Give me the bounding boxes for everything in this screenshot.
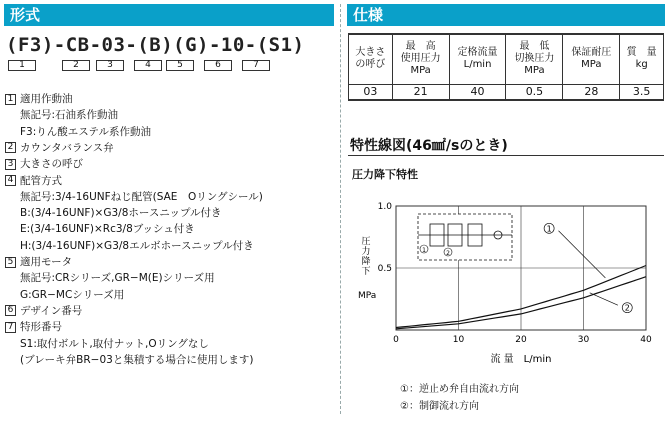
- spec-header-cell: 定格流量 L/min: [449, 34, 506, 84]
- curve-title: 特性線図(46㎟/sのとき): [350, 138, 508, 154]
- legend-option: G:GR−MCシリーズ用: [20, 288, 125, 301]
- x-tick-label: 20: [515, 335, 527, 345]
- index-box: 4: [5, 175, 16, 186]
- model-box-5: 5: [166, 60, 194, 71]
- y-axis-label-char: 圧: [361, 237, 371, 247]
- spec-table: [348, 33, 664, 101]
- model-box-4: 4: [134, 60, 162, 71]
- model-box-6: 6: [204, 60, 232, 71]
- index-box: 3: [5, 159, 16, 170]
- series-2-leader: [590, 293, 618, 305]
- index-box: 2: [5, 142, 16, 153]
- legend-option: E:(3/4-16UNF)×Rc3/8ブッシュ付き: [20, 223, 195, 236]
- series-1-leader: [559, 231, 606, 278]
- legend-option: 無記号:石油系作動油: [20, 109, 119, 122]
- spec-table-header: [349, 34, 664, 84]
- x-tick-label: 40: [640, 335, 652, 345]
- model-box-7: 7: [242, 60, 270, 71]
- legend-item-1: ①：逆止め弁自由流れ方向: [400, 384, 519, 395]
- model-code: (F3)-CB-03-(B)(G)-10-(S1): [6, 34, 305, 56]
- spec-header-cell: 最 低 切換圧力 MPa: [506, 34, 563, 84]
- legend-option: H:(3/4-16UNF)×G3/8エルボホースニップル付き: [20, 239, 254, 252]
- legend-heading: 5 適用モータ: [5, 255, 72, 269]
- legend-option: 無記号:3/4-16UNFねじ配管(SAE Oリングシール): [20, 190, 263, 203]
- pressure-drop-chart: [348, 190, 664, 372]
- x-tick-label: 30: [577, 335, 590, 345]
- valve-symbol-label-1: 1: [422, 247, 426, 254]
- legend-option: F3:りん酸エステル系作動油: [20, 125, 152, 138]
- legend-heading: 3 大きさの呼び: [5, 157, 83, 171]
- y-axis-label-char: 力: [361, 247, 371, 257]
- y-axis-label-char: 降: [361, 257, 371, 267]
- spec-value-cell: 21: [392, 84, 449, 100]
- spec-value-cell: 0.5: [506, 84, 563, 100]
- legend-option: (ブレーキ弁BR−03と集積する場合に使用します): [20, 353, 254, 366]
- spec-table-row: [349, 84, 664, 100]
- section-header-model: 形式: [4, 4, 334, 26]
- spec-header-cell: 大きさ の呼び: [349, 34, 393, 84]
- spec-header-cell: 最 高 使用圧力 MPa: [392, 34, 449, 84]
- series-1-label: 1: [546, 224, 552, 234]
- spec-header-cell: 保証耐圧 MPa: [563, 34, 620, 84]
- legend-heading: 6 デザイン番号: [5, 304, 82, 318]
- legend-heading: 1 適用作動油: [5, 92, 73, 106]
- spec-header-cell: 質 量 kg: [620, 34, 664, 84]
- valve-symbol-label-2: 2: [446, 250, 450, 257]
- y-tick-label: 1.0: [377, 202, 392, 212]
- y-tick-label: 0.5: [377, 264, 392, 274]
- x-axis-label: 流 量 L/min: [490, 354, 552, 365]
- index-box: 7: [5, 322, 16, 333]
- legend-heading: 7 特形番号: [5, 320, 62, 334]
- spec-value-cell: 03: [349, 84, 393, 100]
- column-divider: [340, 4, 341, 414]
- model-box-1: 1: [8, 60, 36, 71]
- legend-item-2: ②：制御流れ方向: [400, 401, 479, 412]
- curve-subtitle: 圧力降下特性: [352, 168, 418, 181]
- x-tick-label: 10: [452, 335, 465, 345]
- legend-heading: 4 配管方式: [5, 174, 62, 188]
- series-2-label: 2: [624, 303, 630, 313]
- spec-value-cell: 28: [563, 84, 620, 100]
- section-header-spec: 仕様: [347, 4, 665, 26]
- index-box: 5: [5, 257, 16, 268]
- legend-heading: 2 カウンタバランス弁: [5, 141, 114, 155]
- model-box-3: 3: [96, 60, 124, 71]
- x-tick-label: 0: [393, 335, 399, 345]
- valve-symbol-frame: [418, 214, 512, 260]
- index-box: 1: [5, 94, 16, 105]
- model-box-2: 2: [62, 60, 90, 71]
- index-box: 6: [5, 305, 16, 316]
- legend-option: 無記号:CRシリーズ,GR−M(E)シリーズ用: [20, 272, 215, 285]
- spec-value-cell: 3.5: [620, 84, 664, 100]
- y-axis-unit: MPa: [358, 291, 377, 301]
- legend-option: S1:取付ボルト,取付ナット,Oリングなし: [20, 337, 209, 350]
- curve-title-rule: [348, 155, 664, 156]
- legend-option: B:(3/4-16UNF)×G3/8ホースニップル付き: [20, 207, 222, 220]
- spec-value-cell: 40: [449, 84, 506, 100]
- y-axis-label-char: 下: [361, 267, 371, 277]
